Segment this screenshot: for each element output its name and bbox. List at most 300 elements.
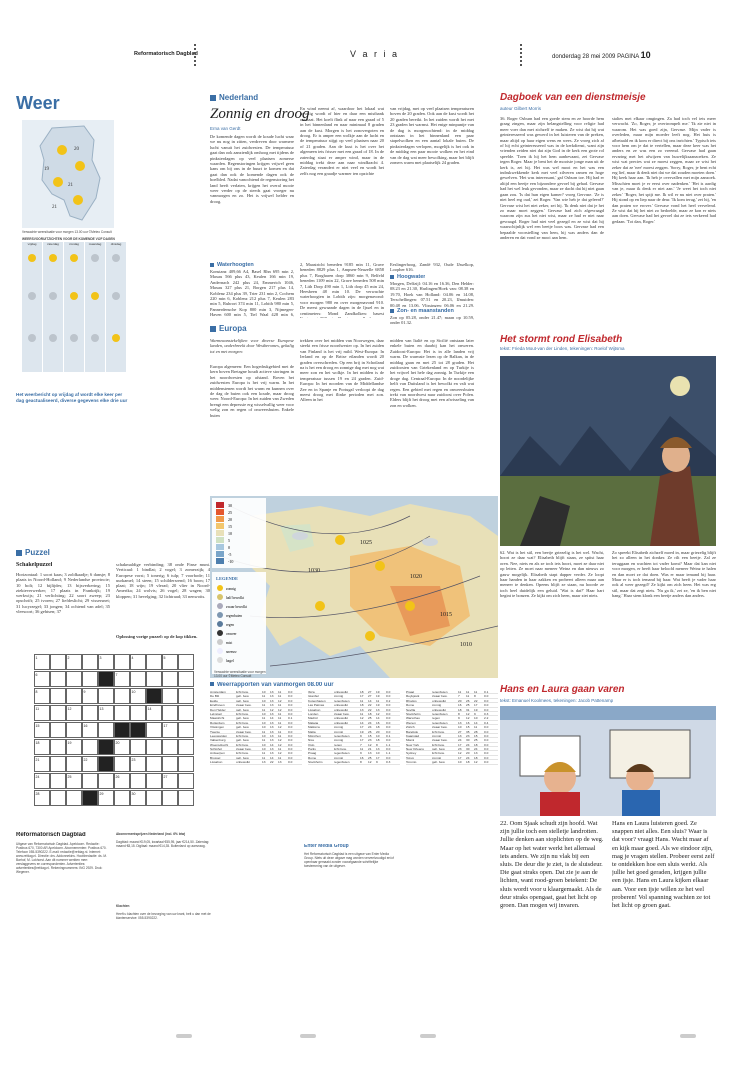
table-cell: 13 xyxy=(270,703,274,708)
table-cell: zwaar bew. xyxy=(236,729,252,734)
cloud-icon xyxy=(91,254,99,262)
elisabeth-col1: 62. Wat is het stil, een beetje griezelig is het wel. Wacht, hoort ze daar wat? Elisabeth blijft staan, ze spitst haar oren. Nee, niets en als ze toch iets hoort, moet ze daar niet op letten. Ze moet naar meneer Weinz en dan nieuws zo gauw mogelijk. Elisabeth stapt dapper verder. Ze loopt haar handen in haar zakken en probeert alleen maar aan meneer te denken. Opeens blijft ze staan, nu hoorde ze toch heel duidelijk een geluid. 'Wat is dat?' Haar hart begint te bonzen. Ze kijkt om zich heen, maar ziet niets. xyxy=(500,550,604,599)
table-cell: licht bew. xyxy=(236,711,249,716)
table-cell: 0.0 xyxy=(484,703,489,708)
table-cell: 25 xyxy=(466,703,470,708)
table-cell: 12 xyxy=(278,751,282,756)
table-cell: onbewolkt xyxy=(236,760,250,765)
table-cell: 0.0 xyxy=(386,694,391,699)
crossword-cell[interactable]: 25 xyxy=(66,773,82,789)
table-cell: 18 xyxy=(458,707,462,712)
table-cell: licht bew. xyxy=(432,742,445,747)
table-cell: 11 xyxy=(360,698,364,703)
nederland-byline: Erna van Gerdt xyxy=(210,126,241,131)
rates-title: Abonnementsprijzen Nederland (incl. 6% btw) xyxy=(116,832,186,836)
crossword-cell[interactable] xyxy=(82,790,98,806)
table-cell: geh. bew. xyxy=(236,755,250,760)
crossword-cell[interactable] xyxy=(66,722,82,738)
crossword-cell[interactable] xyxy=(50,722,66,738)
crossword-cell[interactable] xyxy=(50,756,66,772)
crossword-cell[interactable] xyxy=(82,705,98,721)
table-cell: 0.0 xyxy=(288,751,293,756)
table-cell: Stockholm xyxy=(406,711,421,716)
zon-heading xyxy=(390,308,454,314)
crossword-cell[interactable] xyxy=(178,671,194,687)
table-cell: zonnig xyxy=(334,738,344,743)
isobar-label: 1010 xyxy=(460,642,472,648)
table-cell: 26 xyxy=(466,698,470,703)
table-cell: Vlissingen xyxy=(210,725,225,730)
table-cell: Den Helder xyxy=(210,707,226,712)
table-cell: 10 xyxy=(262,725,266,730)
table-cell: 12 xyxy=(376,711,380,716)
hoogwater-text: Morgen, Delfzijl: 04.16 en 16.36, Den Helder: 08.23 en 21.30, Harlingen/Hoek van: 08.38 en 19.70, Hoek van Holland: 04.06 en 14.08, Terschellingen: 07.51 en 20.23, IJmuiden: 00.48 en 13.06, Vlissingen: 06.06 en 21.29, xyxy=(390,281,474,307)
table-cell: 12 xyxy=(474,760,478,765)
crossword-cell[interactable] xyxy=(178,654,194,670)
crossword-cell[interactable]: 19 xyxy=(66,739,82,755)
crossword-cell[interactable]: 20 xyxy=(114,739,130,755)
table-cell: Las Palmas xyxy=(308,703,325,708)
waterstanden-text: Konstanz 409,66 A4, Basel Rhn 695 min 2, Maxau 566 plus 43, Keulen 166 min 19, Andernach 242 plus 24, Emmerich 1046, Maxau 327 plus 21, Borgen 217 plus 14, Koblenz 234 plus 39, Trier 231 min 2, Cochem 220 min 6, Koblenz 212 plus 7, Keulen 283 min 5, Ruhrort 374 min 11, Lobith 980 min 5, Pannerdensche Kop 800 min 3, Nijmegen-Haven 600 min 5, Tiel Waal 428 min 6, xyxy=(210,269,294,318)
table-cell: 19 xyxy=(376,703,380,708)
crossword-cell[interactable]: 24 xyxy=(34,773,50,789)
crossword-cell[interactable] xyxy=(114,756,130,772)
table-cell: 13 xyxy=(270,747,274,752)
table-cell: 27 xyxy=(458,729,462,734)
weer-title: Weer xyxy=(16,93,60,113)
table-cell: 0.0 xyxy=(386,690,391,694)
crossword-cell[interactable] xyxy=(146,688,162,704)
crossword-cell[interactable] xyxy=(130,671,146,687)
table-cell: geh. bew. xyxy=(236,698,250,703)
table-cell: 12 xyxy=(278,738,282,743)
table-cell: 13 xyxy=(278,760,282,765)
table-cell: Woensdrecht xyxy=(210,742,229,747)
crossword-cell[interactable] xyxy=(146,739,162,755)
table-cell: 10 xyxy=(458,725,462,730)
waterstanden-label: Waterhoogten xyxy=(217,262,254,268)
crossword-cell[interactable]: 26 xyxy=(114,773,130,789)
table-cell: 24 xyxy=(458,738,462,743)
crossword-cell[interactable] xyxy=(50,688,66,704)
crossword-cell[interactable] xyxy=(82,654,98,670)
temp-legend-label: 10 xyxy=(228,531,232,536)
crossword-cell[interactable] xyxy=(66,671,82,687)
cloud-icon xyxy=(70,334,78,342)
colofon-paper: Reformatorisch Dagblad xyxy=(16,832,86,838)
table-cell: 11 xyxy=(360,747,364,752)
table-cell: 12 xyxy=(278,707,282,712)
table-cell: 0.0 xyxy=(386,716,391,721)
sun-icon xyxy=(75,161,85,171)
table-cell: 18 xyxy=(466,760,470,765)
header-page-number: 10 xyxy=(640,50,651,60)
forecast-day-label: zaterdag xyxy=(47,242,59,246)
table-cell: 10 xyxy=(262,742,266,747)
dagboek-title: Dagboek van een dienstmeisje xyxy=(500,92,646,103)
table-cell: 1.1 xyxy=(386,751,391,756)
crossword-cell[interactable] xyxy=(114,688,130,704)
header-paper-name: Reformatorisch Dagblad xyxy=(134,51,198,57)
crossword-cell[interactable] xyxy=(146,671,162,687)
table-cell: Warschau xyxy=(406,716,420,721)
crossword-cell[interactable] xyxy=(162,790,178,806)
table-cell: regenbuien xyxy=(334,760,350,765)
table-cell: licht bew. xyxy=(236,751,249,756)
crossword-cell[interactable] xyxy=(178,790,194,806)
table-cell: 27 xyxy=(368,690,372,694)
hans-byline: tekst: Emanuel Koolmees, tekeningen: Jacob Pattenamp xyxy=(500,698,614,703)
cloud-icon xyxy=(28,334,36,342)
crossword-cell[interactable]: 12 xyxy=(66,705,82,721)
table-cell: 11 xyxy=(262,716,266,721)
crossword-cell[interactable] xyxy=(178,688,194,704)
table-cell: 15 xyxy=(466,725,470,730)
table-cell: 0.0 xyxy=(288,729,293,734)
crossword-cell[interactable]: 13 xyxy=(98,705,114,721)
crossword-cell[interactable] xyxy=(178,722,194,738)
table-cell: De Bilt xyxy=(210,694,220,699)
table-cell: Lissabon xyxy=(308,707,321,712)
crossword-cell[interactable] xyxy=(50,739,66,755)
table-cell: 11 xyxy=(262,707,266,712)
crossword-cell[interactable]: 29 xyxy=(98,790,114,806)
table-cell: Maastricht xyxy=(210,716,225,721)
table-cell: 10 xyxy=(474,716,478,721)
crossword-cell[interactable]: 7 xyxy=(114,671,130,687)
crossword-cell[interactable]: 2 xyxy=(66,654,82,670)
section-nederland xyxy=(210,93,258,102)
table-cell: 23 xyxy=(458,747,462,752)
table-cell: 0.0 xyxy=(484,694,489,699)
cloud-icon xyxy=(112,292,120,300)
members-title: Klachten xyxy=(116,904,130,908)
europa-map-caption: Verwachte weersituatie voor morgen 13.00 uur ©Meteo Consult xyxy=(214,670,266,678)
waarnemingen-table-3 xyxy=(406,690,498,774)
crossword-cell[interactable] xyxy=(50,654,66,670)
crossword-cell[interactable] xyxy=(114,705,130,721)
cloud-icon xyxy=(112,254,120,262)
table-cell: 0.0 xyxy=(288,690,293,694)
table-cell: 14 xyxy=(360,720,364,725)
crossword-cell[interactable]: 18 xyxy=(34,739,50,755)
legend-item: regen xyxy=(226,623,234,627)
members-text: Heeft u klachten over de bezorging van uw krant, belt u dan met de klantenservice: 055-5390222. xyxy=(116,912,211,920)
elisabeth-byline: tekst: Frieda Mout-van der Linden, tekeningen: Roelof Wijtsma xyxy=(500,346,625,351)
crossword-cell[interactable] xyxy=(178,773,194,789)
table-cell: 11 xyxy=(474,690,478,694)
table-cell: 0.0 xyxy=(484,760,489,765)
table-cell: 12 xyxy=(278,698,282,703)
svg-text:21: 21 xyxy=(68,183,73,188)
table-cell: 15 xyxy=(474,733,478,738)
table-cell: 0.0 xyxy=(288,707,293,712)
table-cell: 20 xyxy=(458,698,462,703)
table-cell: 0.0 xyxy=(288,694,293,699)
table-cell: 11 xyxy=(262,755,266,760)
crossword-cell[interactable] xyxy=(162,671,178,687)
sun-icon xyxy=(112,334,120,342)
table-cell: 11 xyxy=(360,711,364,716)
table-cell: Brussel xyxy=(210,755,221,760)
table-row xyxy=(308,760,400,764)
table-cell: Madrid xyxy=(308,716,318,721)
table-cell: 24 xyxy=(368,725,372,730)
crossword-cell[interactable]: 11 xyxy=(34,705,50,721)
table-cell: Antwerpen xyxy=(210,751,225,756)
crossword-cell[interactable] xyxy=(178,739,194,755)
table-cell: zonnig xyxy=(432,703,442,708)
crossword-cell[interactable] xyxy=(50,773,66,789)
table-cell: regenbuien xyxy=(334,698,350,703)
table-cell: 0.0 xyxy=(386,720,391,725)
table-cell: 22 xyxy=(474,698,478,703)
sun-icon xyxy=(405,601,415,611)
table-cell: regenbuien xyxy=(334,733,350,738)
table-cell: 13 xyxy=(270,711,274,716)
crossword-cell[interactable] xyxy=(162,739,178,755)
table-cell: 11 xyxy=(278,733,282,738)
elisabeth-illustration xyxy=(500,356,716,546)
nederland-col1: De komende dagen wordt de koude lucht waar we nu nog in zitten, verdreven door warmere lucht vanuit het zuidwesten. De temperatuur gaat dan ook aanzienlijk omhoog met tijdens de pinksterdagen op veel plaatsen zomerse waarden. Regenstoringen krijgen vrijwel geen kans om bij ons in de buurt te komen en dat gaat dan ook de komende dagen ook de boelbled. Nadat vanochtend de regenstoring het land heeft verlaten, krijgen het overal mooie weer verder op de steeds gaat vroeger nu vanmorgen en zo. Het is vrijwel helder en droog. xyxy=(210,134,294,204)
table-cell: 0.0 xyxy=(288,703,293,708)
header-page-label: PAGINA xyxy=(617,54,639,60)
table-cell: Nice xyxy=(308,738,315,743)
table-cell: 0.0 xyxy=(386,755,391,760)
crossword-cell[interactable] xyxy=(66,688,82,704)
crossword-cell[interactable]: 4 xyxy=(130,654,146,670)
table-cell: onbewolkt xyxy=(432,698,446,703)
crossword-cell[interactable] xyxy=(50,790,66,806)
table-cell: 24 xyxy=(474,747,478,752)
table-cell: 0.3 xyxy=(386,760,391,765)
crossword-cell[interactable] xyxy=(130,773,146,789)
crossword-cell[interactable]: 6 xyxy=(34,671,50,687)
table-cell: regen xyxy=(334,742,342,747)
table-cell: 0.0 xyxy=(386,729,391,734)
crossword-cell[interactable]: 15 xyxy=(34,722,50,738)
table-cell: 15 xyxy=(368,733,372,738)
table-cell: 7 xyxy=(458,694,460,699)
legend-item: onweer xyxy=(226,632,237,636)
crossword-cell[interactable] xyxy=(98,739,114,755)
table-cell: 9 xyxy=(474,711,476,716)
crossword-cell[interactable] xyxy=(178,756,194,772)
crossword-cell[interactable] xyxy=(114,722,130,738)
waarnemingen-table-1 xyxy=(210,690,302,774)
table-cell: geh. bew. xyxy=(432,747,446,752)
temp-legend-label: 5 xyxy=(228,538,230,543)
crossword-cell[interactable]: 10 xyxy=(130,688,146,704)
crossword-cell[interactable]: 14 xyxy=(146,705,162,721)
crossword-cell[interactable] xyxy=(162,705,178,721)
table-cell: Eindhoven xyxy=(210,703,225,708)
table-cell: 18 xyxy=(360,703,364,708)
crossword-cell[interactable] xyxy=(82,773,98,789)
crossword-cell[interactable] xyxy=(130,722,146,738)
registration-mark xyxy=(680,1034,696,1038)
crossword-cell[interactable] xyxy=(82,739,98,755)
table-cell: 24 xyxy=(368,720,372,725)
europa-col2: trekken over het midden van Noorwegen, daar steekt een frisse noordwester op. In het zuiden van Finland is het vrij mild. West-Europa: In Ierland en op de Britse eilanden wordt 20 graden overschreden. Op een brij in Schotland na is het een droog en zonnige dag met nog wat meer zon en het wolkje. In het midden is de temperatuur tussen 19 en 24 graden. Zuid-Europa: In het noorden van de Middellandse Zee en in Spanje en Portugal verloopt de dag meest droog met flinke perioden met zon. Alleen in het xyxy=(300,338,384,403)
crossword-cell[interactable] xyxy=(50,705,66,721)
isobar-label: 1015 xyxy=(440,612,452,618)
table-cell: 0.2 xyxy=(386,698,391,703)
forecast-day-label: vrijdag xyxy=(27,242,37,246)
crossword-grid xyxy=(34,654,194,810)
table-cell: 0.0 xyxy=(386,711,391,716)
section-square-icon xyxy=(390,275,394,279)
legend-item: half bewolkt xyxy=(226,596,245,600)
table-cell: 23 xyxy=(368,738,372,743)
table-cell: regenbuien xyxy=(432,720,448,725)
table-cell: 28 xyxy=(474,729,478,734)
crossword-cell[interactable]: 5 xyxy=(162,654,178,670)
table-cell: 0.0 xyxy=(484,725,489,730)
section-square-icon xyxy=(210,682,214,686)
isobar-label: 1020 xyxy=(410,574,422,580)
table-cell: 11 xyxy=(278,729,282,734)
crossword-cell[interactable] xyxy=(146,722,162,738)
table-cell: 13 xyxy=(458,733,462,738)
crossword-cell[interactable]: 21 xyxy=(34,756,50,772)
legend-item: regenbuien xyxy=(226,614,242,618)
table-cell: Wenen xyxy=(406,720,416,725)
europa-col3: midden van Italië en op Sicilië ontstaan later enkele buien en daarbij kan het onweren. Zuidoost-Europa: Het is in alle landen vrij warm. De warmste lezen op de Balkan, in de middag gaan en met 25 tot 28 graden. Het zuidoosten van Griekenland en op Turkije is het vrijwel het hele dag zonnig. In Turkije een droge dag. Centraal-Europa: In de noordelijke helft van Duitsland is het bewolkt en valt wat regen. Een gebied met regen en onweersbuien trekt van noordwest naar zuidoost over Polen. Elders blijft het droog met een afwisseling van zon en wolken. xyxy=(390,338,474,408)
table-cell: New York xyxy=(406,742,420,747)
cloud-icon xyxy=(292,532,308,540)
crossword-cell[interactable] xyxy=(146,790,162,806)
table-cell: 11 xyxy=(376,698,380,703)
crossword-cell[interactable] xyxy=(98,671,114,687)
table-cell: Schiphol xyxy=(210,747,222,752)
table-cell: 26 xyxy=(368,729,372,734)
table-cell: 0.0 xyxy=(288,755,293,760)
five-day-forecast xyxy=(22,242,126,372)
table-cell: 13 xyxy=(270,733,274,738)
sun-icon xyxy=(28,254,36,262)
isobar-label: 1025 xyxy=(360,540,372,546)
table-cell: zwaar bew. xyxy=(432,694,448,699)
crossword-cell[interactable] xyxy=(146,773,162,789)
table-cell: 13 xyxy=(270,698,274,703)
dagboek-col1: 36. Roger Osburn had een goede stem en ze hoorde hem graag zingen, maar zijn belangstelling voor religie had meer voer dan met zichzelf te maken. Ze wist dat hij wat geinteresseerd was gewerd in het luisteren van de preken, maar altijd op haar eigen wens en wees. Ze vroeg zich af of hij echt geinteresseerd was in de kerkdienst, want zijn vrienden zeiden niet dat zijn God in de kerk een grote rol speelde. 'Toen ik hij het hem aanbevaant, zei Gervase tegen Roger. Maar je bent het de mooiste jonge man uit de kerk is, zei hij. Het was wel mooi en het was een indrukwekkende kerk met veel zilveren ramen en hoge gewelven. 'Het was interessant,' gaf Osburn toe. Hij had er altijd een beetje een bijzondere gevoel bij gehad. Gervase had het wel leuk gevonden, maar ze dacht dat hij niet gaan gaan zou. 'Is dat hun eigen kamer? vroeg Gervase. 'Ze is niet heel erg oud,' zei Roger. 'Van wie heb je dat geleerd?' Gervase wist het niet zeker, zei hij. 'Ik denk niet dat je het zo maar moet zeggen.' Gervase had zich afgevraagd waarom zijn zus het niet wist, maar ze had er niet naar gevraagd. Roger had niet veel gezegd en ze wist dat hij waarschijnlijk wel een beetje boos was. Gervase had een bepaalde voorstelling van hem, hij was anders dan de anderen en dat vond ze mooi aan hem. xyxy=(500,116,604,240)
table-cell: 13 xyxy=(474,751,478,756)
table-cell: 10 xyxy=(376,733,380,738)
table-cell: 11 xyxy=(278,711,282,716)
sun-icon xyxy=(375,561,385,571)
table-cell: zwaar bew. xyxy=(334,711,350,716)
crossword-cell[interactable]: 9 xyxy=(82,688,98,704)
table-cell: zonnig xyxy=(334,694,344,699)
table-cell: 0.0 xyxy=(484,738,489,743)
puzzel-title: Schakelpuzzel xyxy=(16,562,53,568)
enter-media-text: Het Reformatorisch Dagblad is een uitgave van Enter Media Group. Niets uit deze uitgave mag worden verveelvoudigd en/of openbaar gemaakt zonder voorafgaande schriftelijke toestemming van de uitgever. xyxy=(304,852,394,868)
crossword-cell[interactable]: 30 xyxy=(130,790,146,806)
table-cell: Amsterdam xyxy=(210,690,226,694)
table-cell: 8 xyxy=(360,760,362,765)
crossword-cell[interactable] xyxy=(146,756,162,772)
table-cell: Reykjavik xyxy=(406,694,420,699)
table-cell: 12 xyxy=(458,751,462,756)
crossword-cell[interactable]: 22 xyxy=(82,756,98,772)
crossword-cell[interactable] xyxy=(66,790,82,806)
crossword-cell[interactable]: 23 xyxy=(130,756,146,772)
table-cell: zonnig xyxy=(432,755,442,760)
crossword-cell[interactable] xyxy=(66,756,82,772)
crossword-cell[interactable] xyxy=(114,654,130,670)
crossword-cell[interactable]: 16 xyxy=(82,722,98,738)
table-cell: 18 xyxy=(474,742,478,747)
section-europa xyxy=(210,324,247,333)
waarnemingen-label: Weerrapporten van vanmorgen 08.00 uur xyxy=(217,682,334,688)
table-cell: Malaga xyxy=(308,720,319,725)
header-date-block xyxy=(552,50,651,60)
table-cell: Sydney xyxy=(406,751,417,756)
crossword-cell[interactable] xyxy=(50,671,66,687)
table-cell: 8 xyxy=(376,742,378,747)
crossword-cell[interactable] xyxy=(98,756,114,772)
crossword-cell[interactable]: 27 xyxy=(162,773,178,789)
crossword-cell[interactable]: 17 xyxy=(162,722,178,738)
weer-map-caption: Verwachte weersituatie voor morgen 13.00 uur ©Meteo Consult xyxy=(22,230,112,234)
table-cell: 16 xyxy=(458,703,462,708)
section-square-icon xyxy=(210,263,214,267)
waterstanden-text2: 2, Maastricht beneden 9185 min 11, Grave beneden 8829 plus 1, Ampsen-Neuzelle 6858 plus 7, Borgharen dorp 3860 min 9, Belfeld beneden 1109 min 22, Grave beneden 508 min 7, Lith Dorp 490 min 1, Lith dorp 45 min 24, Heesbeen 48 min 10. De verwachte waterhoogten in Lobith zijn: morgenavond: voor morgen 980 en over morgenavond 910. De meest gewaande dagen in de Ijssel en in centimeters: Mond Zandkolken: basest xyxy=(300,262,384,316)
table-row xyxy=(406,760,498,764)
table-cell: regenbuien xyxy=(432,690,448,694)
crossword-cell[interactable] xyxy=(146,654,162,670)
table-cell: 13 xyxy=(270,751,274,756)
crossword-cell[interactable] xyxy=(162,756,178,772)
registration-mark xyxy=(420,1034,436,1038)
table-cell: Rotterdam xyxy=(210,720,225,725)
svg-text:19: 19 xyxy=(44,167,49,172)
table-cell: 11 xyxy=(278,747,282,752)
crossword-cell[interactable] xyxy=(114,790,130,806)
crossword-cell[interactable] xyxy=(130,705,146,721)
crossword-cell[interactable] xyxy=(130,739,146,755)
table-cell: 13 xyxy=(270,725,274,730)
crossword-cell[interactable] xyxy=(98,688,114,704)
table-cell: zonnig xyxy=(334,729,344,734)
crossword-cell[interactable] xyxy=(178,705,194,721)
dagboek-byline-label: auteur xyxy=(500,106,513,111)
table-cell: Lissabon xyxy=(210,760,223,765)
table-cell: 23 xyxy=(466,733,470,738)
table-cell: 11 xyxy=(278,755,282,760)
hans-col1: 22. Oom Sjaak schudt zijn hoofd. Wat zijn jullie toch een stelletje landrotten. Jullie denken aan stoplichten op de weg. Maar op het water werkt het allemaal iets anders. We zijn nu vlak bij een sluis. De deur die je ziet, is de sluisdeur. Die gaat straks open. Dat zie je aan de lichten, want rood-groen betekent: De sluis wordt voor u klaargemaakt. Als de deur straks opengaat, gaat het licht op groen. Dan mogen wij invaren. xyxy=(500,820,604,910)
section-label: Puzzel xyxy=(25,548,50,557)
table-cell: zonnig xyxy=(334,755,344,760)
forecast-heading: WEERSVOORUITZICHTEN VOOR DE KOMENDE VIJF DAGEN xyxy=(22,237,115,241)
crossword-cell[interactable] xyxy=(82,671,98,687)
crossword-cell[interactable]: 8 xyxy=(34,688,50,704)
hans-col2: Hans en Laura luisteren goed. Ze snappen niet alles. Een sluis? Waar is dat voor? vraagt Hans. Wacht maar af en kijk maar goed. Als we eindoor zijn, mag je vragen stellen. Probeer eerst zelf te ontdekken hoe een sluis werkt. Als jullie het goed geraden, krijgen jullie een ijsje. Hans en Laura kijken elkaar aan. Voor een ijsje willen ze het wel proberen! Vol spanning wachten ze tot het licht op groen gaat. xyxy=(612,820,715,910)
table-cell: 13 xyxy=(270,720,274,725)
crossword-cell[interactable] xyxy=(98,722,114,738)
crossword-cell[interactable]: 3 xyxy=(98,654,114,670)
crossword-cell[interactable] xyxy=(162,688,178,704)
crossword-cell[interactable] xyxy=(98,773,114,789)
forecast-day xyxy=(43,242,63,372)
table-cell: geh. bew. xyxy=(236,725,250,730)
table-cell: 13 xyxy=(270,690,274,694)
crossword-cell[interactable]: 28 xyxy=(34,790,50,806)
puzzel-clues-right: schakmaldige verbinding; 38 onde Finse munt. Verticaal: 1 bindlat; 2 vogel; 3 zomerzijk; 4 Europese vorst; 5 tonerig; 6 tulp; 7 voorbode; 11 uurkamel; 14 steen; 15 schildersrend; 16 boon; 17 plaat; 18 wijn; 19 vlerad; 20 vlier in Noord-Amerika; 24 wolvis; 26 vogel; 28 wagen; 30 kloppen; 31 hevelging; 32 lichtraad; 33 nenwoits. xyxy=(116,562,210,599)
crossword-cell[interactable]: 1 xyxy=(34,654,50,670)
table-cell: 18 xyxy=(368,711,372,716)
